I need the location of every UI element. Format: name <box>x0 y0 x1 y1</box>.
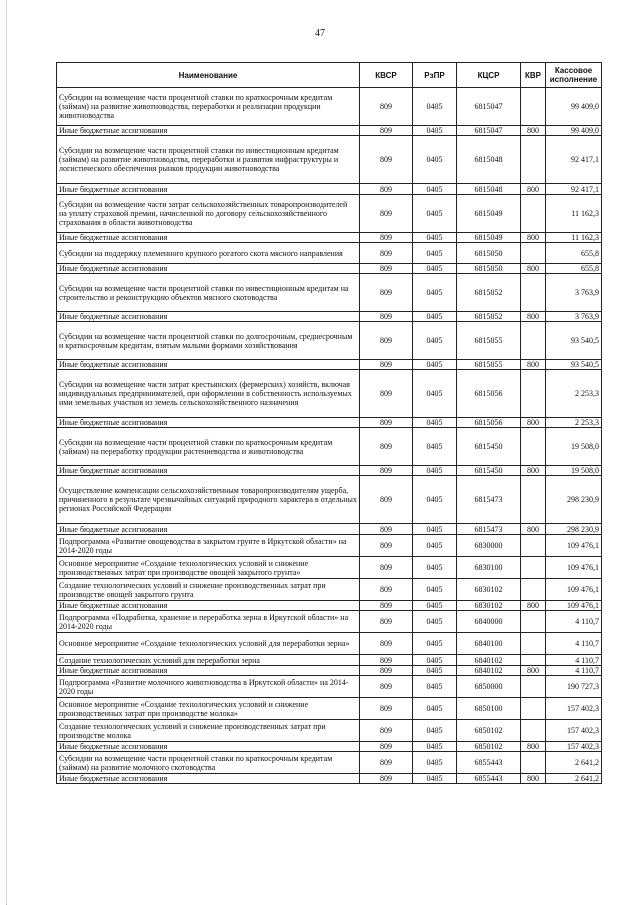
cell-name: Иные бюджетные ассигнования <box>57 774 360 784</box>
cell-kvsr: 809 <box>360 774 413 784</box>
cell-name: Иные бюджетные ассигнования <box>57 264 360 274</box>
cell-kvr: 800 <box>521 233 546 243</box>
cell-amount: 3 763,9 <box>546 274 602 312</box>
cell-amount: 298 230,9 <box>546 476 602 524</box>
cell-kcsr: 6815049 <box>457 233 521 243</box>
cell-kvsr: 809 <box>360 601 413 611</box>
cell-kvsr: 809 <box>360 742 413 752</box>
cell-amount: 109 476,1 <box>546 535 602 557</box>
cell-name: Субсидии на возмещение части процентной ставки по краткосрочным кредитам (займам) на развитие животноводства, переработки и реализации продукции животноводства <box>57 88 360 126</box>
cell-kcsr: 6830102 <box>457 601 521 611</box>
cell-rzpr: 0405 <box>413 322 457 360</box>
cell-kvr: 800 <box>521 774 546 784</box>
cell-kvsr: 809 <box>360 195 413 233</box>
table-row <box>57 184 602 195</box>
cell-kvr: 800 <box>521 466 546 476</box>
cell-rzpr: 0405 <box>413 184 457 195</box>
cell-kvr <box>521 655 546 666</box>
table-row <box>57 466 602 476</box>
cell-kcsr: 6815473 <box>457 476 521 524</box>
table-row <box>57 88 602 126</box>
cell-amount: 11 162,3 <box>546 233 602 243</box>
cell-kcsr: 6855443 <box>457 774 521 784</box>
cell-kvr: 800 <box>521 126 546 136</box>
cell-kvsr: 809 <box>360 535 413 557</box>
header-exec: Кассовое исполнение <box>546 63 602 88</box>
cell-kcsr: 6815050 <box>457 243 521 264</box>
cell-kvsr: 809 <box>360 666 413 676</box>
table-row <box>57 633 602 655</box>
cell-rzpr: 0405 <box>413 633 457 655</box>
cell-kvr <box>521 243 546 264</box>
cell-name: Иные бюджетные ассигнования <box>57 524 360 535</box>
cell-amount: 157 402,3 <box>546 742 602 752</box>
cell-kvr <box>521 611 546 633</box>
cell-kvr <box>521 195 546 233</box>
cell-rzpr: 0405 <box>413 666 457 676</box>
cell-name: Субсидии на возмещение части процентной ставки по инвестиционным кредитам на строительство и реконструкцию объектов мясного скотоводства <box>57 274 360 312</box>
cell-kvsr: 809 <box>360 274 413 312</box>
cell-amount: 190 727,3 <box>546 676 602 698</box>
cell-rzpr: 0405 <box>413 233 457 243</box>
cell-rzpr: 0405 <box>413 136 457 184</box>
cell-kvsr: 809 <box>360 752 413 774</box>
cell-amount: 99 409,0 <box>546 126 602 136</box>
cell-kcsr: 6850000 <box>457 676 521 698</box>
cell-rzpr: 0405 <box>413 752 457 774</box>
cell-kvsr: 809 <box>360 466 413 476</box>
header-rzpr: РзПР <box>413 63 457 88</box>
cell-rzpr: 0405 <box>413 360 457 370</box>
cell-kcsr: 6815052 <box>457 274 521 312</box>
cell-rzpr: 0405 <box>413 611 457 633</box>
cell-amount: 2 641,2 <box>546 774 602 784</box>
cell-name: Иные бюджетные ассигнования <box>57 466 360 476</box>
cell-amount: 298 230,9 <box>546 524 602 535</box>
cell-kcsr: 6815047 <box>457 126 521 136</box>
cell-kvr <box>521 322 546 360</box>
cell-kvr <box>521 557 546 579</box>
cell-kvsr: 809 <box>360 370 413 418</box>
table-row <box>57 698 602 720</box>
cell-name: Иные бюджетные ассигнования <box>57 233 360 243</box>
cell-kcsr: 6840100 <box>457 633 521 655</box>
cell-kvr: 800 <box>521 601 546 611</box>
cell-kcsr: 6815048 <box>457 136 521 184</box>
cell-kvsr: 809 <box>360 322 413 360</box>
cell-amount: 655,8 <box>546 243 602 264</box>
cell-kvr <box>521 698 546 720</box>
cell-name: Иные бюджетные ассигнования <box>57 742 360 752</box>
cell-kvsr: 809 <box>360 557 413 579</box>
table-row <box>57 322 602 360</box>
header-row <box>57 63 602 88</box>
cell-name: Иные бюджетные ассигнования <box>57 184 360 195</box>
table-row <box>57 136 602 184</box>
cell-kcsr: 6815056 <box>457 370 521 418</box>
cell-amount: 4 110,7 <box>546 655 602 666</box>
table-row <box>57 535 602 557</box>
cell-kcsr: 6815048 <box>457 184 521 195</box>
cell-rzpr: 0405 <box>413 720 457 742</box>
cell-rzpr: 0405 <box>413 535 457 557</box>
cell-amount: 4 110,7 <box>546 666 602 676</box>
cell-amount: 157 402,3 <box>546 720 602 742</box>
table-row <box>57 666 602 676</box>
cell-kvsr: 809 <box>360 264 413 274</box>
cell-kcsr: 6850102 <box>457 720 521 742</box>
cell-amount: 93 540,5 <box>546 360 602 370</box>
cell-amount: 4 110,7 <box>546 611 602 633</box>
cell-kvr: 800 <box>521 666 546 676</box>
cell-kvsr: 809 <box>360 136 413 184</box>
cell-kvr <box>521 535 546 557</box>
cell-rzpr: 0405 <box>413 195 457 233</box>
table-row <box>57 655 602 666</box>
cell-rzpr: 0405 <box>413 428 457 466</box>
table-row <box>57 742 602 752</box>
budget-table <box>56 62 602 784</box>
cell-kvsr: 809 <box>360 720 413 742</box>
table-row <box>57 418 602 428</box>
scan-edge <box>6 0 8 905</box>
cell-rzpr: 0405 <box>413 742 457 752</box>
cell-kvsr: 809 <box>360 184 413 195</box>
cell-kvsr: 809 <box>360 88 413 126</box>
cell-kvr: 800 <box>521 360 546 370</box>
page-number: 47 <box>315 28 325 39</box>
cell-kvsr: 809 <box>360 418 413 428</box>
cell-kvsr: 809 <box>360 476 413 524</box>
cell-kvr: 800 <box>521 184 546 195</box>
cell-kvsr: 809 <box>360 243 413 264</box>
cell-kvr <box>521 676 546 698</box>
cell-kvsr: 809 <box>360 233 413 243</box>
cell-name: Создание технологических условий для переработки зерна <box>57 655 360 666</box>
cell-kcsr: 6850100 <box>457 698 521 720</box>
cell-amount: 11 162,3 <box>546 195 602 233</box>
cell-name: Создание технологических условий и снижение производственных затрат при производстве овощей закрытого грунта <box>57 579 360 601</box>
cell-amount: 109 476,1 <box>546 579 602 601</box>
table-row <box>57 428 602 466</box>
cell-rzpr: 0405 <box>413 370 457 418</box>
cell-name: Субсидии на возмещение части процентной ставки по инвестиционным кредитам (займам) на развитие животноводства, переработки и развития инфраструктуры и логистического обеспечения рынков продукции животноводства <box>57 136 360 184</box>
table-row <box>57 370 602 418</box>
cell-kcsr: 6840102 <box>457 666 521 676</box>
cell-rzpr: 0405 <box>413 264 457 274</box>
table-row <box>57 476 602 524</box>
cell-name: Субсидии на возмещение части процентной ставки по долгосрочным, среднесрочным и краткосрочным кредитам, взятым малыми формами хозяйствования <box>57 322 360 360</box>
cell-rzpr: 0405 <box>413 557 457 579</box>
table-row <box>57 774 602 784</box>
cell-rzpr: 0405 <box>413 774 457 784</box>
table-row <box>57 601 602 611</box>
table-row <box>57 611 602 633</box>
cell-kvsr: 809 <box>360 633 413 655</box>
table-row <box>57 524 602 535</box>
cell-amount: 19 508,0 <box>546 428 602 466</box>
cell-amount: 3 763,9 <box>546 312 602 322</box>
table-row <box>57 195 602 233</box>
cell-name: Иные бюджетные ассигнования <box>57 601 360 611</box>
cell-kvr <box>521 136 546 184</box>
cell-kcsr: 6815450 <box>457 428 521 466</box>
cell-amount: 109 476,1 <box>546 557 602 579</box>
cell-kcsr: 6815047 <box>457 88 521 126</box>
table-row <box>57 579 602 601</box>
cell-kvsr: 809 <box>360 655 413 666</box>
cell-kvr <box>521 720 546 742</box>
cell-name: Подпрограмма «Развитие овощеводства в закрытом грунте в Иркутской области» на 2014-2020 годы <box>57 535 360 557</box>
cell-name: Иные бюджетные ассигнования <box>57 312 360 322</box>
cell-name: Субсидии на возмещение части процентной ставки по краткосрочным кредитам (займам) на переработку продукции растениеводства и животноводства <box>57 428 360 466</box>
cell-kcsr: 6815055 <box>457 322 521 360</box>
cell-kvsr: 809 <box>360 524 413 535</box>
cell-name: Иные бюджетные ассигнования <box>57 360 360 370</box>
cell-rzpr: 0405 <box>413 126 457 136</box>
table-row <box>57 233 602 243</box>
cell-amount: 99 409,0 <box>546 88 602 126</box>
table-row <box>57 274 602 312</box>
cell-kvsr: 809 <box>360 698 413 720</box>
table-row <box>57 243 602 264</box>
cell-name: Основное мероприятие «Создание технологических условий и снижение производственных затрат при производстве овощей закрытого грунта» <box>57 557 360 579</box>
cell-name: Иные бюджетные ассигнования <box>57 418 360 428</box>
cell-kvsr: 809 <box>360 611 413 633</box>
cell-kcsr: 6830100 <box>457 557 521 579</box>
cell-kcsr: 6855443 <box>457 752 521 774</box>
cell-kvsr: 809 <box>360 428 413 466</box>
cell-rzpr: 0405 <box>413 524 457 535</box>
cell-name: Субсидии на возмещение части процентной ставки по краткосрочным кредитам (займам) на развитие молочного скотоводства <box>57 752 360 774</box>
table-row <box>57 264 602 274</box>
table-row <box>57 312 602 322</box>
cell-kvr <box>521 752 546 774</box>
cell-rzpr: 0405 <box>413 312 457 322</box>
header-kvr: КВР <box>521 63 546 88</box>
cell-amount: 2 641,2 <box>546 752 602 774</box>
cell-amount: 2 253,3 <box>546 370 602 418</box>
cell-kcsr: 6815450 <box>457 466 521 476</box>
cell-kvr: 800 <box>521 524 546 535</box>
header-kcsr: КЦСР <box>457 63 521 88</box>
table-row <box>57 676 602 698</box>
cell-kvr <box>521 633 546 655</box>
table-row <box>57 752 602 774</box>
cell-kvr <box>521 428 546 466</box>
cell-kcsr: 6840000 <box>457 611 521 633</box>
cell-kcsr: 6830000 <box>457 535 521 557</box>
cell-kcsr: 6815056 <box>457 418 521 428</box>
cell-amount: 93 540,5 <box>546 322 602 360</box>
cell-kvsr: 809 <box>360 126 413 136</box>
cell-rzpr: 0405 <box>413 698 457 720</box>
cell-kvr <box>521 274 546 312</box>
cell-amount: 2 253,3 <box>546 418 602 428</box>
cell-kcsr: 6850102 <box>457 742 521 752</box>
cell-kcsr: 6815049 <box>457 195 521 233</box>
cell-name: Субсидии на поддержку племенного крупного рогатого скота мясного направления <box>57 243 360 264</box>
cell-kvsr: 809 <box>360 676 413 698</box>
cell-name: Субсидии на возмещение части затрат сельскохозяйственных товаропроизводителей на уплату страховой премии, начисленной по договору сельскохозяйственного страхования в области животноводства <box>57 195 360 233</box>
cell-name: Подпрограмма «Развитие молочного животноводства в Иркутской области» на 2014-2020 годы <box>57 676 360 698</box>
cell-name: Подпрограмма «Подработка, хранение и переработка зерна в Иркутской области» на 2014-2020 годы <box>57 611 360 633</box>
cell-rzpr: 0405 <box>413 243 457 264</box>
cell-name: Осуществление компенсации сельскохозяйственным товаропроизводителям ущерба, причиненного в результате чрезвычайных ситуаций природного характера в отдельных регионах Российской Федерации <box>57 476 360 524</box>
cell-amount: 92 417,1 <box>546 184 602 195</box>
cell-rzpr: 0405 <box>413 418 457 428</box>
cell-rzpr: 0405 <box>413 274 457 312</box>
cell-kvsr: 809 <box>360 312 413 322</box>
cell-kvsr: 809 <box>360 579 413 601</box>
header-name: Наименование <box>57 63 360 88</box>
cell-rzpr: 0405 <box>413 655 457 666</box>
cell-rzpr: 0405 <box>413 466 457 476</box>
cell-kcsr: 6815050 <box>457 264 521 274</box>
cell-kvr <box>521 370 546 418</box>
cell-name: Основное мероприятие «Создание технологических условий для переработки зерна» <box>57 633 360 655</box>
cell-rzpr: 0405 <box>413 579 457 601</box>
cell-kcsr: 6840102 <box>457 655 521 666</box>
cell-kcsr: 6830102 <box>457 579 521 601</box>
cell-kvr <box>521 476 546 524</box>
cell-rzpr: 0405 <box>413 476 457 524</box>
cell-name: Основное мероприятие «Создание технологических условий и снижение производственных затрат при производстве молока» <box>57 698 360 720</box>
cell-kvsr: 809 <box>360 360 413 370</box>
table-row <box>57 557 602 579</box>
cell-kcsr: 6815052 <box>457 312 521 322</box>
cell-rzpr: 0405 <box>413 601 457 611</box>
cell-amount: 109 476,1 <box>546 601 602 611</box>
table-row <box>57 126 602 136</box>
cell-amount: 4 110,7 <box>546 633 602 655</box>
cell-kvr: 800 <box>521 418 546 428</box>
cell-rzpr: 0405 <box>413 676 457 698</box>
cell-name: Субсидии на возмещение части затрат крестьянских (фермерских) хозяйств, включая индивидуальных предпринимателей, при оформлении в собственность используемых ими земельных участков из земель сельскохозяйственного назначения <box>57 370 360 418</box>
cell-name: Создание технологических условий и снижение производственных затрат при производстве молока <box>57 720 360 742</box>
cell-kvr: 800 <box>521 312 546 322</box>
cell-rzpr: 0405 <box>413 88 457 126</box>
cell-kcsr: 6815473 <box>457 524 521 535</box>
table-row <box>57 360 602 370</box>
header-kvsr: КВСР <box>360 63 413 88</box>
cell-name: Иные бюджетные ассигнования <box>57 126 360 136</box>
cell-kvr <box>521 88 546 126</box>
cell-amount: 19 508,0 <box>546 466 602 476</box>
cell-amount: 655,8 <box>546 264 602 274</box>
cell-kvr: 800 <box>521 264 546 274</box>
cell-kvr: 800 <box>521 742 546 752</box>
cell-name: Иные бюджетные ассигнования <box>57 666 360 676</box>
cell-amount: 157 402,3 <box>546 698 602 720</box>
cell-kvr <box>521 579 546 601</box>
cell-amount: 92 417,1 <box>546 136 602 184</box>
table-row <box>57 720 602 742</box>
cell-kcsr: 6815055 <box>457 360 521 370</box>
